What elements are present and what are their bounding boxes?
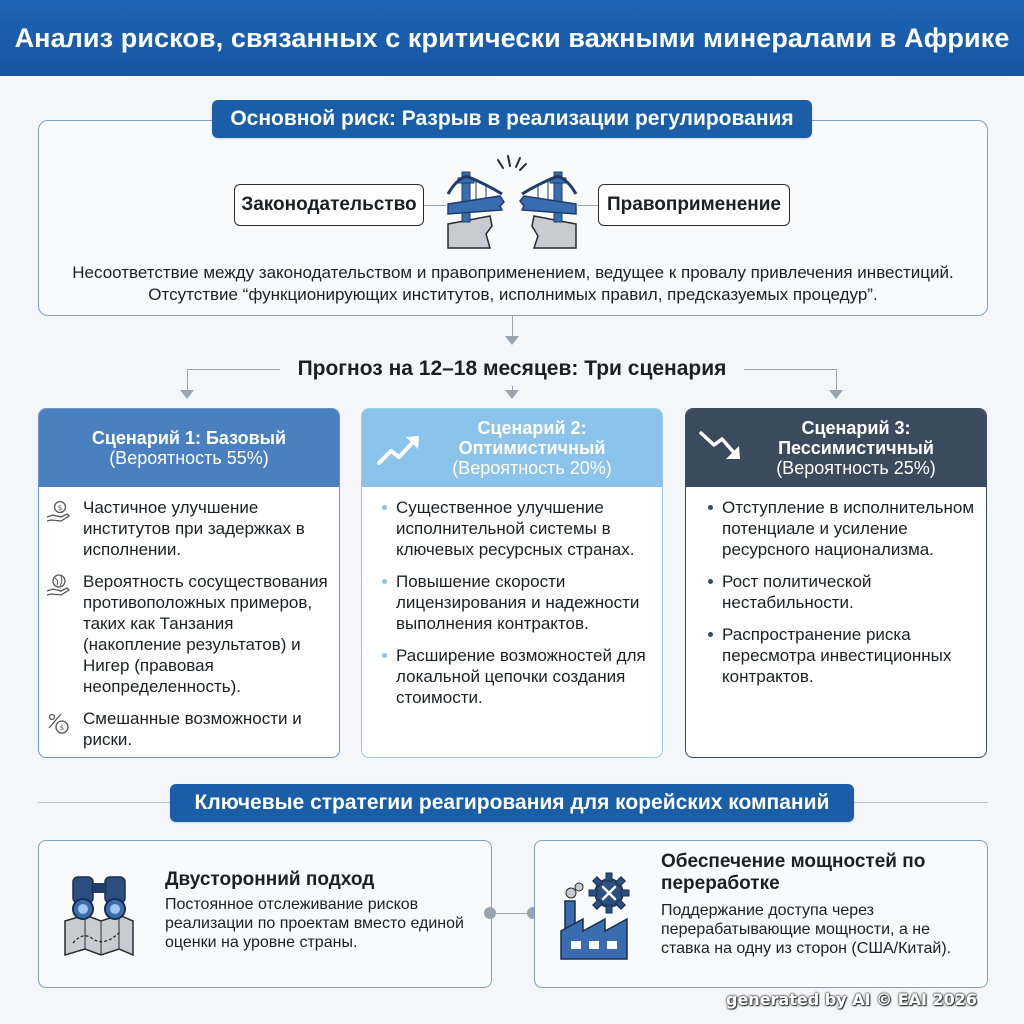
main-risk-text-line1: Несоответствие между законодательством и правоприменением, ведущее к провалу привлечения инвестиций.: [72, 263, 954, 282]
strategy-1-title: Двусторонний подход: [165, 869, 375, 890]
list-item: [396, 497, 658, 560]
strategy-card-processing: [534, 840, 988, 988]
scenario-2-list: [396, 497, 658, 719]
connector-right: [578, 205, 598, 206]
page-title: Анализ рисков, связанных с критически важными минералами в Африке: [14, 22, 1010, 53]
arrowhead-forecast: [505, 336, 519, 345]
legislation-label: Законодательство: [234, 184, 424, 226]
trend-down-icon: [698, 429, 744, 463]
scenario-3-item-3: Распространение риска пересмотра инвестиционных контрактов.: [722, 625, 952, 686]
strategies-title: Ключевые стратегии реагирования для корейских компаний: [170, 784, 854, 822]
scenario-3-probability: (Вероятность 25%): [776, 458, 936, 478]
connector-dot-left: [484, 907, 496, 919]
bullet-dot: [708, 505, 713, 510]
scenario-1-title: Сценарий 1: Базовый: [91, 428, 287, 448]
strategy-1-text: Постоянное отслеживание рисков реализации по проектам вместо единой оценки на уровне страны.: [165, 896, 464, 951]
scenario-1-item-1: Частичное улучшение институтов при задержках в исполнении.: [83, 498, 305, 559]
scenario-3-item-2: Рост политической нестабильности.: [722, 572, 872, 612]
strategy-2-title: Обеспечение мощностей по переработке: [661, 851, 926, 894]
scenario-1-item-3: Смешанные возможности и риски.: [83, 709, 302, 749]
scenario-2-title: Сценарий 2: Оптимистичный: [458, 418, 606, 458]
svg-text:$: $: [57, 504, 63, 512]
enforcement-label: Правоприменение: [598, 184, 790, 226]
page-header: [0, 0, 1024, 76]
list-item: [396, 645, 658, 708]
list-item: [722, 571, 982, 613]
scenario-3-title: Сценарий 3: Пессимистичный: [778, 418, 934, 458]
list-item: [396, 571, 658, 634]
scenario-card-pessimistic: [685, 408, 987, 758]
forecast-title: Прогноз на 12–18 месяцев: Три сценария: [280, 352, 744, 386]
main-risk-title: Основной риск: Разрыв в реализации регулирования: [212, 100, 812, 138]
scenario-2-item-2: Повышение скорости лицензирования и надежности выполнения контрактов.: [396, 572, 640, 633]
svg-text:$: $: [59, 724, 65, 732]
strategy-2-text: Поддержание доступа через перерабатывающие мощности, а не ставка на одну из сторон (США/Китай).: [661, 902, 952, 957]
list-item: [83, 571, 335, 697]
arrowhead-scenario-2: [505, 390, 519, 399]
list-item: [722, 624, 982, 687]
watermark: generated by AI © EAI 2026: [726, 990, 978, 1009]
bullet-dot: [382, 653, 387, 658]
scenario-2-probability: (Вероятность 20%): [452, 458, 612, 478]
scenario-2-item-3: Расширение возможностей для локальной цепочки создания стоимости.: [396, 646, 646, 707]
coin-hand-icon: [45, 499, 71, 525]
scenario-1-probability: (Вероятность 55%): [109, 448, 269, 468]
connector-left: [424, 205, 446, 206]
factory-gear-icon: [557, 871, 641, 961]
scenario-3-item-1: Отступление в исполнительном потенциале и усиление ресурсного национализма.: [722, 498, 975, 559]
bullet-dot: [382, 579, 387, 584]
main-risk-description: [38, 262, 988, 306]
bullet-dot: [708, 632, 713, 637]
list-item: [59, 708, 335, 750]
list-item: [722, 497, 982, 560]
scenario-2-item-1: Существенное улучшение исполнительной системы в ключевых ресурсных странах.: [396, 498, 635, 559]
globe-hand-icon: [45, 573, 71, 599]
scenario-card-base: [38, 408, 340, 758]
main-risk-text-line2: Отсутствие “функционирующих институтов, исполнимых правил, предсказуемых процедур”.: [148, 285, 878, 304]
bullet-dot: [382, 505, 387, 510]
trend-up-icon: [376, 433, 422, 467]
list-item: [57, 497, 335, 560]
strategy-card-dual-approach: [38, 840, 492, 988]
bullet-dot: [708, 579, 713, 584]
scenario-card-optimistic: [361, 408, 663, 758]
arrowhead-scenario-1: [180, 390, 194, 399]
percent-coin-icon: [45, 710, 71, 736]
scenario-1-item-2: Вероятность сосуществования противоположных примеров, таких как Танзания (накопление результатов) и Нигер (правовая неопределенность).: [83, 572, 328, 696]
scenario-3-list: [722, 497, 982, 698]
arrowhead-scenario-3: [829, 390, 843, 399]
broken-bridge-icon: [446, 154, 578, 250]
scenario-1-list: [57, 497, 335, 758]
binoculars-map-icon: [61, 871, 137, 957]
scenario-1-header: [39, 409, 339, 487]
